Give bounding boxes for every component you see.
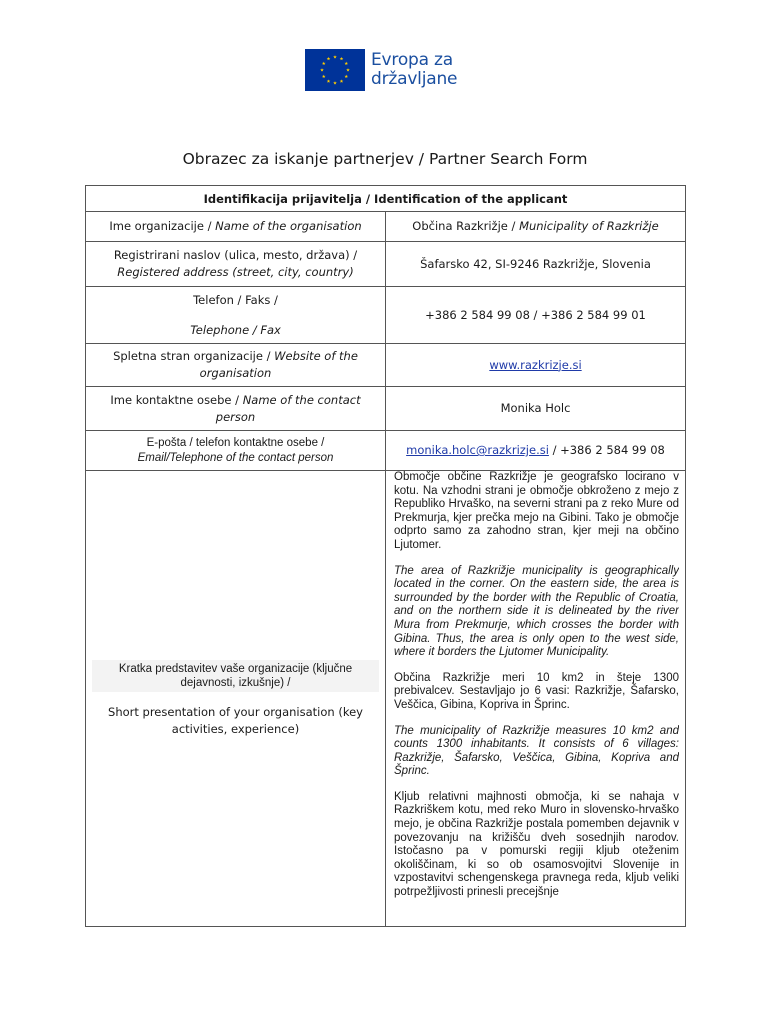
value-sl: Občina Razkrižje /	[412, 219, 520, 233]
value-contact-email-phone	[386, 431, 686, 471]
website-link[interactable]: www.razkrizje.si	[489, 357, 582, 372]
paragraph-en-2: The municipality of Razkrižje measures 10 km2 and counts 1300 inhabitants. It consists of 6 villages: Razkrižje, Šafarsko, Veščica, Gibina, Kopriva and Šprinc.	[394, 724, 679, 778]
label-en: Name of the organisation	[215, 219, 362, 233]
logo-text	[371, 51, 457, 89]
paragraph-sl-1: Območje občine Razkrižje je geografsko locirano v kotu. Na vzhodni strani je območje obkroženo z mejo z Republiko Hrvaško, na severni strani pa z reko Mure od Prekmurja, kjer prečka mejo na Gibini. Tako je območje odprto samo za zahodno stran, kjer meji na občino Ljutomer.	[394, 471, 679, 551]
value-contact-person: Monika Holc	[386, 387, 686, 431]
table-row	[86, 471, 686, 927]
value-website	[386, 344, 686, 387]
table-row	[86, 212, 686, 242]
label-sl: Ime kontaktne osebe /	[110, 392, 243, 407]
form-title: Obrazec za iskanje partnerjev / Partner Search Form	[182, 150, 588, 168]
value-presentation	[386, 471, 686, 927]
label-sl: E-pošta / telefon kontaktne osebe /	[146, 436, 325, 449]
table-row	[86, 242, 686, 287]
table-row	[86, 387, 686, 431]
paragraph-en-1: The area of Razkrižje municipality is geographically located in the corner. On the eastern side, the area is surrounded by the border with the Republic of Croatia, and on the northern side it is delineated by the river Mura from Prekmurje, which crosses the border with Gibina. Thus, the area is only open to the west side, where it borders the Ljutomer Municipality.	[394, 564, 679, 659]
label-registered-address	[86, 242, 386, 287]
label-sl: Ime organizacije /	[109, 219, 216, 233]
contact-phone: / +386 2 584 99 08	[548, 443, 665, 457]
value-telephone-fax: +386 2 584 99 08 / +386 2 584 99 01	[386, 287, 686, 344]
label-en: Name of the contact person	[215, 392, 361, 424]
flag-star	[322, 62, 326, 65]
label-presentation	[86, 471, 386, 927]
label-website	[86, 344, 386, 387]
applicant-table	[85, 185, 686, 927]
flag-star	[327, 57, 331, 60]
label-contact-email-phone	[86, 431, 386, 471]
label-en: Email/Telephone of the contact person	[137, 451, 334, 464]
table-row	[86, 431, 686, 471]
value-organisation-name	[386, 212, 686, 242]
label-en: Website of the organisation	[199, 349, 358, 380]
flag-star	[320, 68, 324, 71]
label-telephone-fax	[86, 287, 386, 344]
paragraph-sl-2: Občina Razkrižje meri 10 km2 in šteje 1300 prebivalcev. Sestavljajo jo 6 vasi: Razkrižje, Šafarsko, Veščica, Gibina, Kopriva in Šprinc.	[394, 671, 679, 711]
flag-star	[322, 75, 326, 78]
table-row	[86, 344, 686, 387]
label-contact-person	[86, 387, 386, 431]
value-en: Municipality of Razkrižje	[519, 219, 659, 233]
eu-flag-icon	[305, 49, 365, 91]
label-en: Short presentation of your organisation (key activities, experience)	[108, 704, 363, 736]
flag-star	[327, 79, 331, 82]
label-sl: Kratka predstavitev vaše organizacije (ključne dejavnosti, izkušnje) /	[92, 660, 379, 692]
flag-star	[333, 55, 337, 58]
flag-star	[340, 57, 344, 60]
logo-line-1: Evropa za	[371, 50, 453, 70]
table-header: Identifikacija prijavitelja / Identification of the applicant	[86, 186, 686, 212]
label-sl: Registrirani naslov (ulica, mesto, država) /	[113, 248, 358, 262]
paragraph-sl-3: Kljub relativni majhnosti območja, ki se nahaja v Razkriškem kotu, med reko Muro in slovensko-hrvaško mejo, je občina Razkrižje postala pomemben dejavnik v povezovanju na križišču dveh sosednjih narodov. Istočasno pa v pomurski regiji kljub oteženim okoliščinam, ki so ob osamosvojitvi Slovenije in vzpostavitvi schengenskega pravnega reda, kljub veliki potrpežljivosti prinesli precejšnje	[394, 790, 679, 899]
flag-star	[340, 79, 344, 82]
label-sl: Spletna stran organizacije /	[113, 349, 275, 363]
value-registered-address: Šafarsko 42, SI-9246 Razkrižje, Slovenia	[386, 242, 686, 287]
table-row	[86, 287, 686, 344]
label-sl: Telefon / Faks /	[193, 292, 278, 307]
flag-star	[344, 62, 348, 65]
eu-logo	[305, 47, 470, 93]
logo-line-2: državljane	[371, 69, 458, 89]
flag-star	[346, 68, 350, 71]
flag-star	[344, 75, 348, 78]
flag-star	[333, 81, 337, 84]
label-organisation-name	[86, 212, 386, 242]
label-en: Registered address (street, city, country)	[117, 265, 354, 279]
label-en: Telephone / Fax	[190, 322, 281, 337]
email-link[interactable]: monika.holc@razkrizje.si	[406, 443, 549, 457]
